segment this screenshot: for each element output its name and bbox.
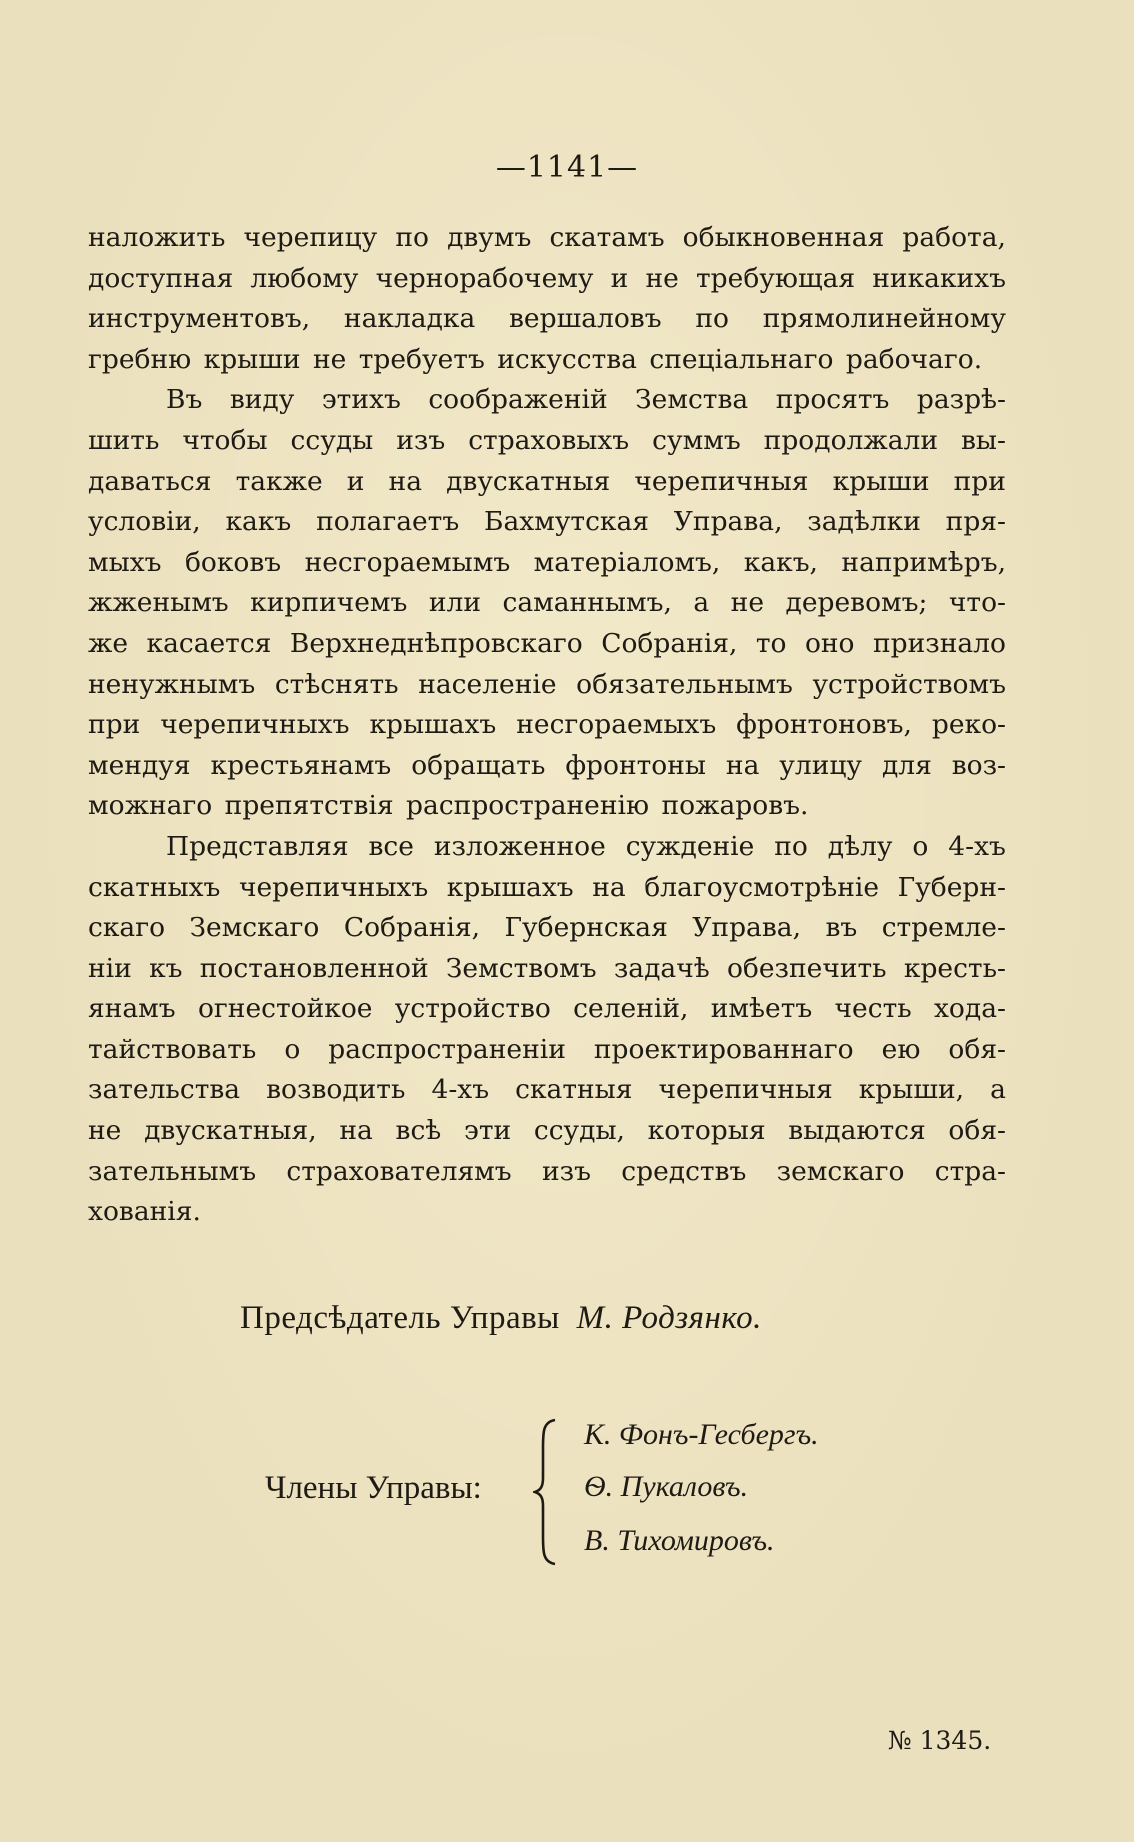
member-name-2: Ѳ. Пукаловъ.: [584, 1470, 749, 1503]
text-line: при черепичныхъ крышахъ несгораемыхъ фронтоновъ, реко-: [88, 709, 1006, 741]
text-line: янамъ огнестойкое устройство селеній, имѣетъ честь хода-: [88, 993, 1006, 1025]
text-line: ненужнымъ стѣснять населеніе обязательнымъ устройствомъ: [88, 668, 1006, 700]
chairman-signature: [240, 1300, 762, 1337]
text-line: шить чтобы ссуды изъ страховыхъ суммъ продолжали вы-: [88, 424, 1006, 456]
members-label: Члены Управы:: [265, 1470, 482, 1506]
text-line: даваться также и на двускатныя черепичныя крыши при: [88, 465, 1006, 497]
text-line: можнаго препятствія распространенію пожаровъ.: [88, 790, 809, 822]
text-line: же касается Верхнеднѣпровскаго Собранія, то оно признало: [88, 627, 1006, 659]
text-line: условіи, какъ полагаетъ Бахмутская Управа, задѣлки пря-: [88, 506, 1006, 538]
text-line: гребню крыши не требуетъ искусства спеціальнаго рабочаго.: [88, 343, 983, 375]
text-line: Представляя все изложенное сужденіе по дѣлу о 4-хъ: [166, 830, 1006, 862]
member-name-1: К. Фонъ-Гесбергъ.: [584, 1418, 819, 1451]
text-line: жженымъ кирпичемъ или саманнымъ, а не деревомъ; что-: [88, 587, 1006, 619]
chairman-name: М. Родзянко.: [576, 1300, 762, 1336]
document-number: № 1345.: [888, 1726, 992, 1755]
text-line: Въ виду этихъ соображеній Земства просятъ разрѣ-: [166, 384, 1006, 416]
text-line: скатныхъ черепичныхъ крышахъ на благоусмотрѣніе Губерн-: [88, 871, 1006, 903]
text-line: зательства возводить 4-хъ скатныя черепичныя крыши, а: [88, 1074, 1006, 1106]
text-line: мендуя крестьянамъ обращать фронтоны на улицу для воз-: [88, 749, 1006, 781]
chairman-title: Предсѣдатель Управы: [240, 1300, 560, 1336]
body-text: [88, 218, 1006, 1233]
text-line: мыхъ боковъ несгораемымъ матеріаломъ, какъ, напримѣръ,: [88, 546, 1006, 578]
page-number: —1141—: [495, 150, 639, 185]
text-line: тайствовать о распространеніи проектированнаго ею обя-: [88, 1033, 1006, 1065]
text-line: скаго Земскаго Собранія, Губернская Управа, въ стремле-: [88, 912, 1006, 944]
text-line: не двускатныя, на всѣ эти ссуды, которыя выдаются обя-: [88, 1115, 1006, 1147]
text-line: инструментовъ, накладка вершаловъ по прямолинейному: [88, 303, 1006, 335]
text-line: ніи къ постановленной Земствомъ задачѣ обезпечить кресть-: [88, 952, 1006, 984]
text-line: доступная любому чернорабочему и не требующая никакихъ: [88, 262, 1006, 294]
text-line: зательнымъ страхователямъ изъ средствъ земскаго стра-: [88, 1155, 1006, 1187]
text-line: хованія.: [88, 1196, 201, 1228]
curly-brace-icon: [533, 1418, 561, 1566]
text-line: наложить черепицу по двумъ скатамъ обыкновенная работа,: [88, 222, 1006, 253]
member-name-3: В. Тихомировъ.: [584, 1524, 775, 1557]
